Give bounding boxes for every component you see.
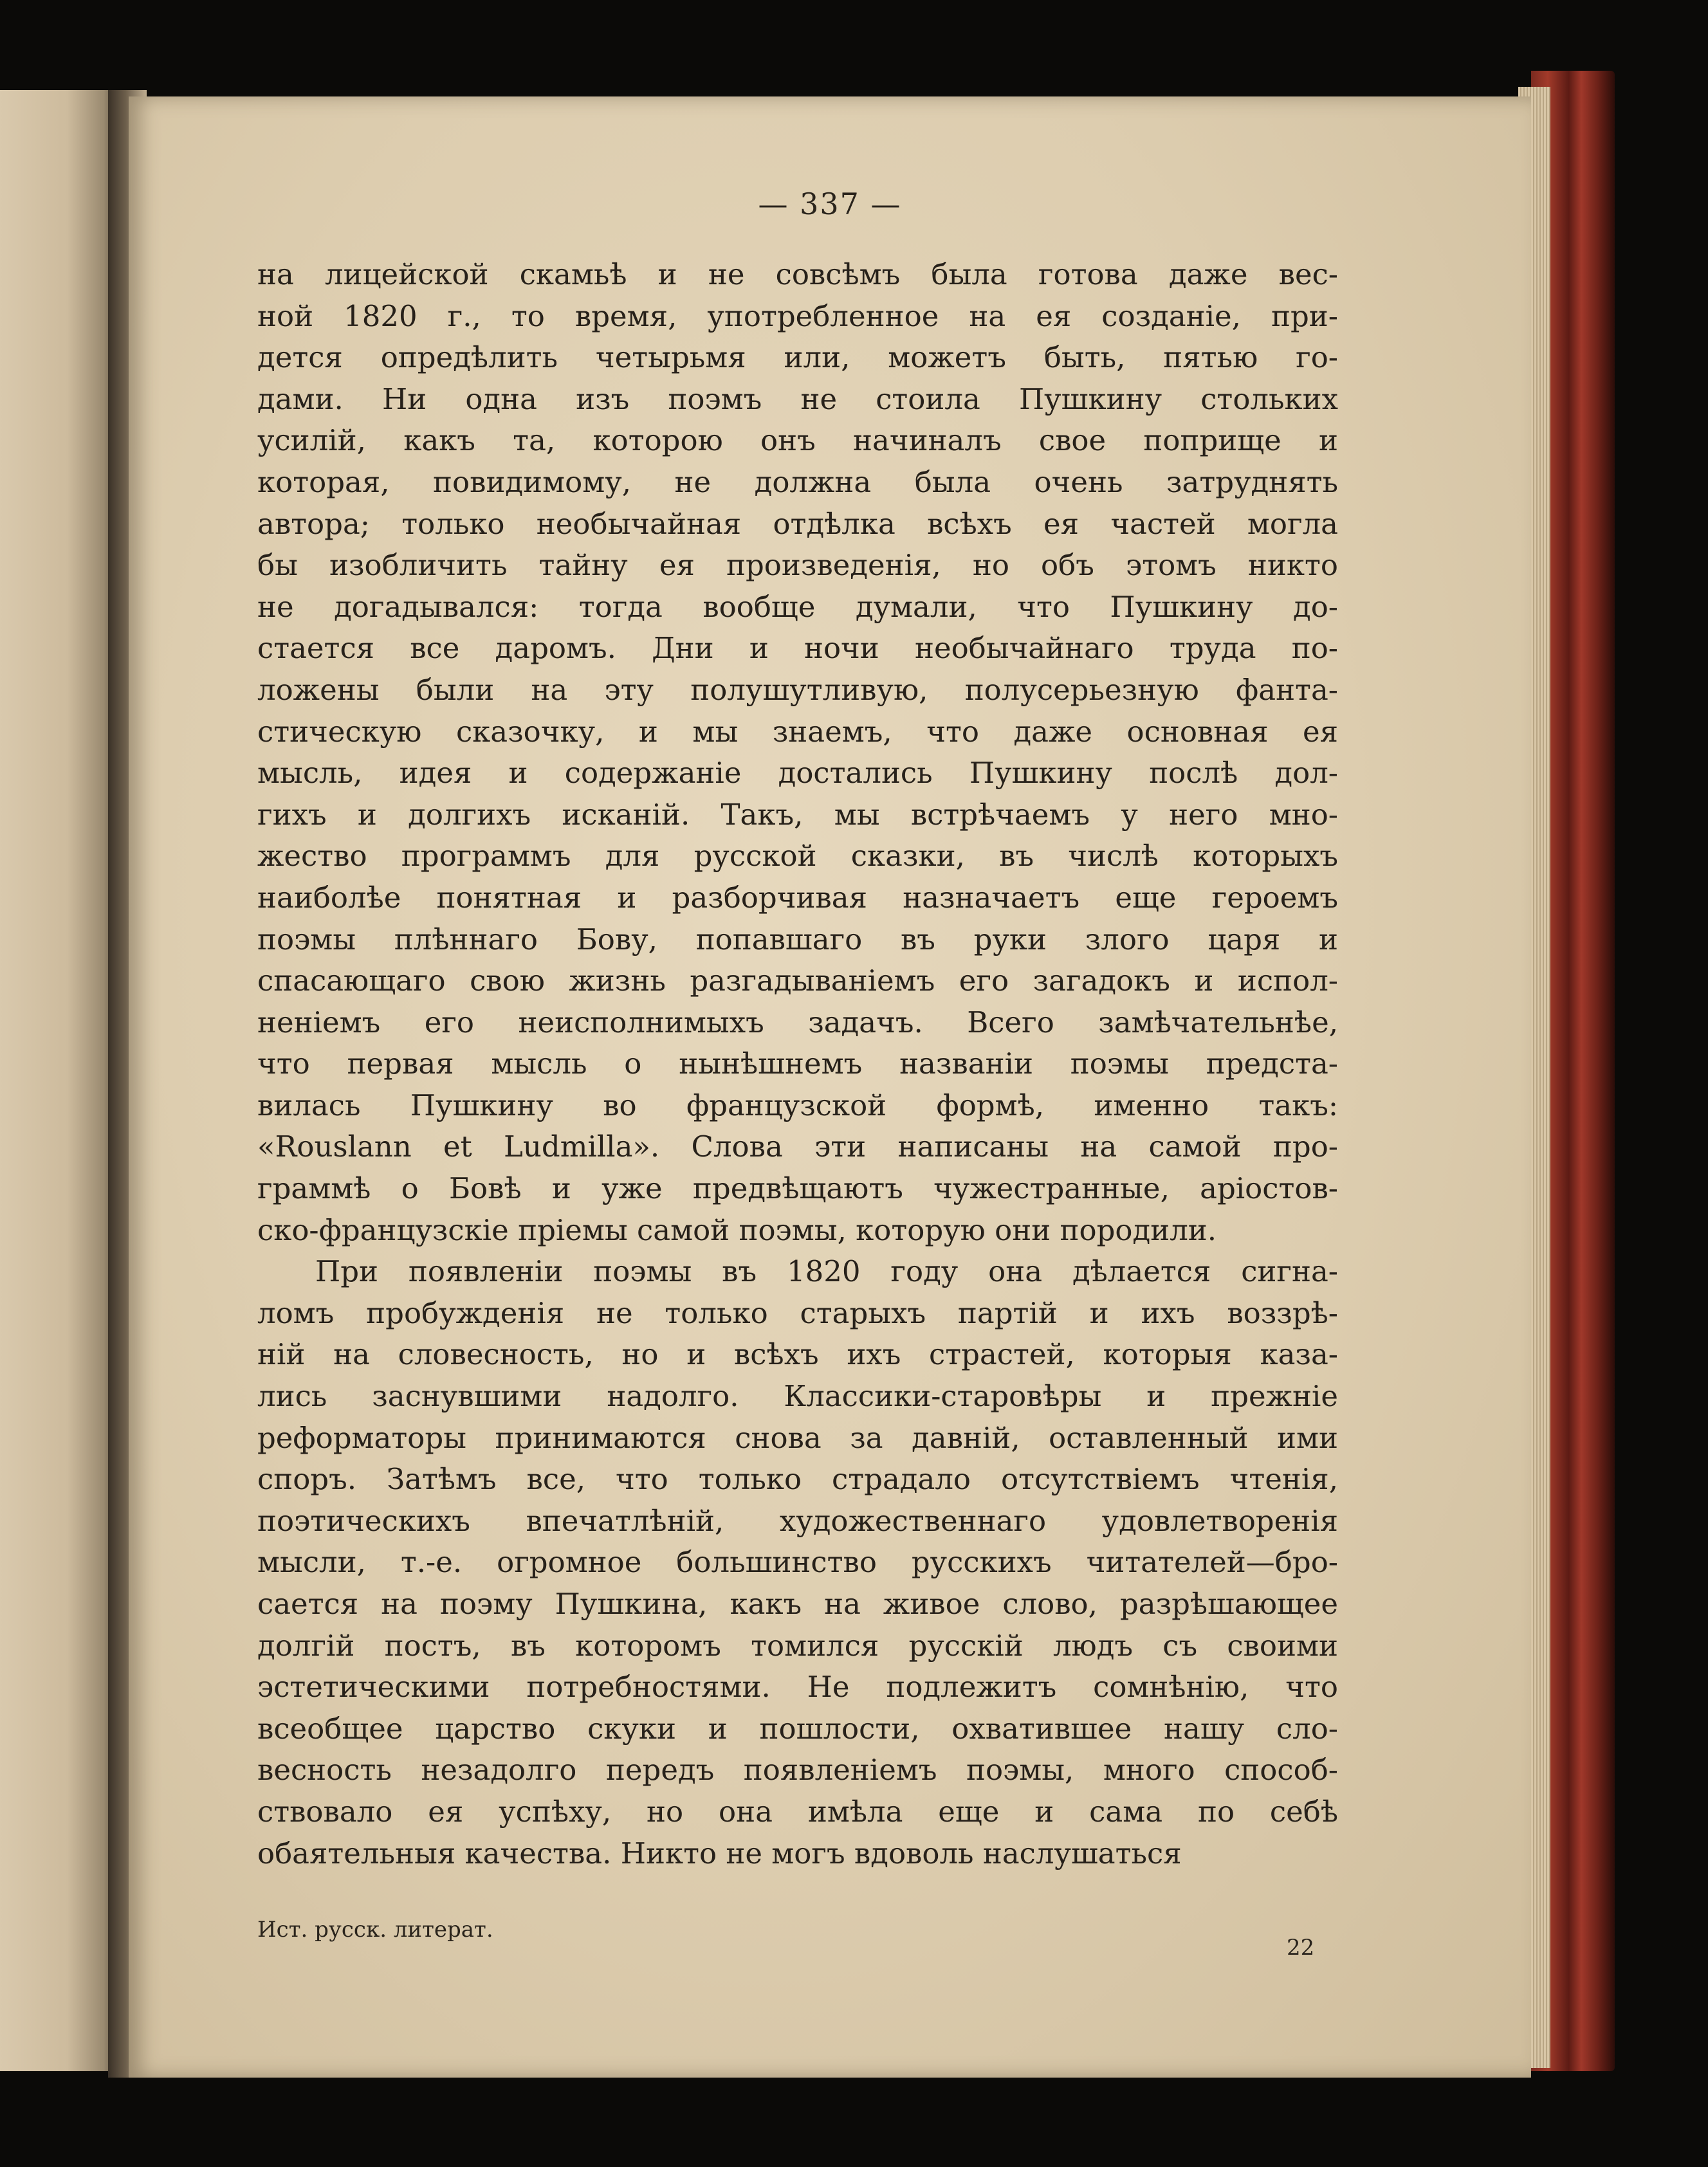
text-line: бы изобличить тайну ея произведенія, но объ этомъ никто [257, 548, 1338, 583]
footer-signature: Ист. русск. литерат. [257, 1917, 493, 1943]
text-line: спасающаго свою жизнь разгадываніемъ его загадокъ и испол- [257, 964, 1338, 998]
text-line: граммѣ о Бовѣ и уже предвѣщаютъ чужестранные, аріостов- [257, 1171, 1338, 1206]
text-line: вилась Пушкину во французской формѣ, именно такъ: [257, 1088, 1338, 1122]
text-line: эстетическими потребностями. Не подлежитъ сомнѣнію, что [257, 1670, 1338, 1705]
text-line: автора; только необычайная отдѣлка всѣхъ ея частей могла [257, 506, 1338, 541]
text-line: ломъ пробужденія не только старыхъ партій и ихъ воззрѣ- [257, 1295, 1338, 1330]
body-text [257, 254, 1338, 1874]
footer-sheet-number: 22 [1287, 1935, 1315, 1961]
text-line: стическую сказочку, и мы знаемъ, что даже основная ея [257, 714, 1338, 749]
text-line: поэмы плѣннаго Бову, попавшаго въ руки злого царя и [257, 922, 1338, 956]
text-line: неніемъ его неисполнимыхъ задачъ. Всего замѣчательнѣе, [257, 1005, 1338, 1039]
left-page-edge [0, 90, 122, 2071]
text-line: усилій, какъ та, которою онъ начиналъ свое поприще и [257, 423, 1338, 458]
text-line: ной 1820 г., то время, употребленное на ея созданіе, при- [257, 298, 1338, 333]
text-line: мысль, идея и содержаніе достались Пушкину послѣ дол- [257, 756, 1338, 791]
text-line: всеобщее царство скуки и пошлости, охватившее нашу сло- [257, 1711, 1338, 1746]
text-line: долгій постъ, въ которомъ томился русскій людъ съ своими [257, 1628, 1338, 1663]
text-line: споръ. Затѣмъ все, что только страдало отсутствіемъ чтенія, [257, 1462, 1338, 1497]
text-line: не догадывался: тогда вообще думали, что Пушкину до- [257, 589, 1338, 624]
book-page [129, 96, 1531, 2078]
text-line: гихъ и долгихъ исканій. Такъ, мы встрѣчаемъ у него мно- [257, 797, 1338, 832]
text-line: ствовало ея успѣху, но она имѣла еще и сама по себѣ [257, 1794, 1338, 1829]
text-line: «Rouslann et Ludmilla». Слова эти написаны на самой про- [257, 1129, 1338, 1164]
text-line: мысли, т.-е. огромное большинство русскихъ читателей—бро- [257, 1545, 1338, 1580]
text-line: стается все даромъ. Дни и ночи необычайнаго труда по- [257, 631, 1338, 666]
text-line: дется опредѣлить четырьмя или, можетъ быть, пятью го- [257, 340, 1338, 375]
text-line: ній на словесность, но и всѣхъ ихъ страстей, которыя каза- [257, 1337, 1338, 1372]
text-line: реформаторы принимаются снова за давній, оставленный ими [257, 1420, 1338, 1455]
text-line: которая, повидимому, не должна была очень затруднять [257, 464, 1338, 499]
text-line: на лицейской скамьѣ и не совсѣмъ была готова даже вес- [257, 257, 1338, 291]
text-line: поэтическихъ впечатлѣній, художественнаго удовлетворенія [257, 1503, 1338, 1538]
text-line: лись заснувшими надолго. Классики-старовѣры и прежніе [257, 1379, 1338, 1414]
page-number: — 337 — [758, 187, 902, 221]
text-line: При появленіи поэмы въ 1820 году она дѣлается сигна- [315, 1254, 1338, 1289]
text-line: весность незадолго передъ появленіемъ поэмы, много способ- [257, 1753, 1338, 1788]
text-line: сается на поэму Пушкина, какъ на живое слово, разрѣшающее [257, 1587, 1338, 1621]
text-line: что первая мысль о нынѣшнемъ названіи поэмы предста- [257, 1047, 1338, 1081]
text-line: наиболѣе понятная и разборчивая назначаетъ еще героемъ [257, 880, 1338, 915]
text-line: ложены были на эту полушутливую, полусерьезную фанта- [257, 672, 1338, 707]
text-line: жество программъ для русской сказки, въ числѣ которыхъ [257, 839, 1338, 873]
text-line: обаятельныя качества. Никто не могъ вдоволь наслушаться [257, 1836, 1182, 1870]
text-line: дами. Ни одна изъ поэмъ не стоила Пушкину стольких [257, 381, 1338, 416]
text-line: ско-французскіе пріемы самой поэмы, которую они породили. [257, 1212, 1217, 1247]
